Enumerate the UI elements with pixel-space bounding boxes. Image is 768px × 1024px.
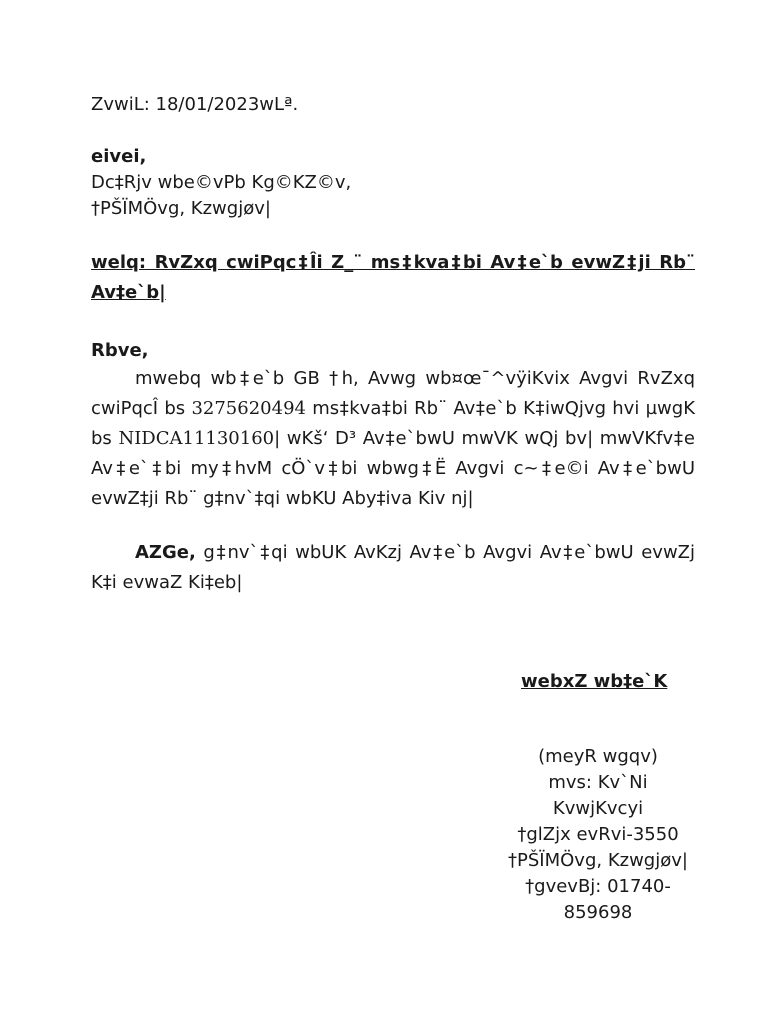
sender-phone-rest: 859698 bbox=[563, 902, 633, 923]
sender-area: KvwjKvcyi bbox=[552, 798, 644, 819]
letter-content bbox=[91, 92, 695, 598]
serial-number: NIDCA11130160 bbox=[118, 428, 275, 449]
body-text-2: g‡nv`‡qi wbUK AvKzj Av‡e`b Avgvi Av‡e`bwU evwZj K‡i evwaZ Ki‡eb| bbox=[91, 542, 695, 593]
body-text-1a: mwebq wb‡e`b GB †h, Avwg wb¤œ¯^vÿiKvix Avgvi RvZxq cwiPqcÎ bs bbox=[91, 368, 695, 419]
sender-district: †PŠÏMÖvg, Kzwgjøv| bbox=[508, 850, 688, 871]
sender-name: (meyR wgqv) bbox=[538, 746, 658, 767]
recipient-title: Dc‡Rjv wbe©vPb Kg©KZ©v, bbox=[91, 172, 352, 193]
sender-phone: †gvevBj: 01740- bbox=[525, 876, 671, 897]
recipient-salutation: eivei, bbox=[91, 146, 147, 167]
body-text-1b: ms‡kva‡bi Rb¨ Av‡e`b K‡iwQjvg hvi µwgK bs bbox=[91, 398, 695, 449]
body-text-1c: | wKš‘ D³ Av‡e`bwU mwVK wQj bv| mwVKfv‡e Av‡e`‡bi my‡hvM cÖ`v‡bi wbwg‡Ë Avgvi c~‡e©i Av‡e`bwU evwZ‡ji Rb¨ g‡nv`‡qi wbKU Aby‡iva Kiv nj| bbox=[91, 428, 696, 509]
letter-greeting: Rbve, bbox=[91, 340, 149, 361]
sender-post: †glZjx evRvi-3550 bbox=[517, 824, 679, 845]
letter-signoff: webxZ wb‡e`K bbox=[521, 671, 668, 692]
letter-subject: welq: RvZxq cwiPqc‡Îi Z_¨ ms‡kva‡bi Av‡e`b evwZ‡ji Rb¨ Av‡e`b| bbox=[91, 252, 695, 303]
sender-village: mvs: Kv`Ni bbox=[548, 772, 648, 793]
body-paragraph-2 bbox=[91, 538, 695, 598]
letter-date: ZvwiL: 18/01/2023wLª. bbox=[91, 94, 299, 115]
body-lead: AZGe, bbox=[135, 542, 196, 563]
sender-address bbox=[500, 744, 696, 926]
recipient-location: †PŠÏMÖvg, Kzwgjøv| bbox=[91, 198, 271, 219]
body-paragraph-1 bbox=[91, 364, 695, 514]
nid-number: 3275620494 bbox=[191, 398, 306, 419]
